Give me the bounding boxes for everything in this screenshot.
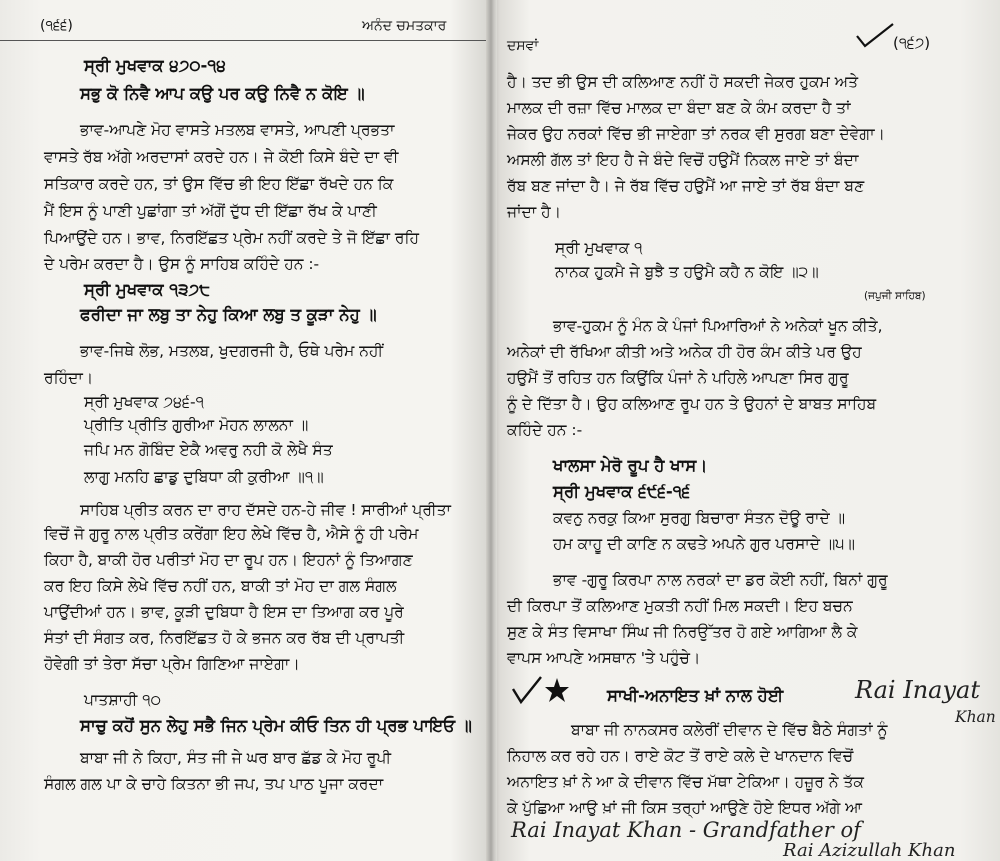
right-line-19: ਦੀ ਕਿਰਪਾ ਤੋਂ ਕਲਿਆਣ ਮੁਕਤੀ ਨਹੀਂ ਮਿਲ ਸਕਦੀ। ਇਹ ਬਚਨ <box>507 597 853 615</box>
left-line-25: ਸਾਚੁ ਕਹੋਂ ਸੁਨ ਲੇਹੁ ਸਭੈ ਜਿਨ ਪ੍ਰੇਮ ਕੀਓ ਤਿਨ ਹੀ ਪ੍ਰਭ ਪਾਇਓ ॥ <box>80 716 472 735</box>
right-line-24: ਨਿਹਾਲ ਕਰ ਰਹੇ ਹਨ। ਰਾਏ ਕੋਟ ਤੋਂ ਰਾਏ ਕਲੇ ਦੇ ਖਾਨਦਾਨ ਵਿਚੋਂ <box>507 747 854 765</box>
right-line-6: ਜਾਂਦਾ ਹੈ। <box>507 203 562 221</box>
left-line-23: ਹੋਵੇਗੀ ਤਾਂ ਤੇਰਾ ਸੱਚਾ ਪ੍ਰੇਮ ਗਿਣਿਆ ਜਾਏਗਾ। <box>44 655 300 673</box>
left-line-16: ਲਾਗੁ ਮਨਹਿ ਛਾਡੁ ਦੁਬਿਧਾ ਕੀ ਕੁਰੀਆ ॥੧॥ <box>84 468 324 486</box>
right-line-14: ਖਾਲਸਾ ਮੇਰੋ ਰੂਪ ਹੈ ਖਾਸ। <box>553 456 708 475</box>
right-line-22: ਸਾਖੀ-ਅਨਾਇਤ ਖ਼ਾਂ ਨਾਲ ਹੋਈ <box>607 686 784 705</box>
left-running-title: ਅਨੰਦ ਚਮਤਕਾਰ <box>362 18 447 34</box>
right-line-10: ਅਨੇਕਾਂ ਦੀ ਰੱਖਿਆ ਕੀਤੀ ਅਤੇ ਅਨੇਕ ਹੀ ਹੋਰ ਕੰਮ ਕੀਤੇ ਪਰ ਉਹ <box>507 343 862 361</box>
left-line-7: ਪਿਆਉਂਦੇ ਹਨ। ਭਾਵ, ਨਿਰਇੱਛਤ ਪ੍ਰੇਮ ਨਹੀਂ ਕਰਦੇ ਤੇ ਜੋ ਇੱਛਾ ਰਹਿ <box>44 229 420 247</box>
left-line-11: ਭਾਵ-ਜਿਥੇ ਲੋਭ, ਮਤਲਬ, ਖੁਦਗਰਜੀ ਹੈ, ਓਥੇ ਪਰੇਮ ਨਹੀਂ <box>80 342 384 360</box>
right-line-1: ਹੈ। ਤਦ ਭੀ ਉਸ ਦੀ ਕਲਿਆਣ ਨਹੀਂ ਹੋ ਸਕਦੀ ਜੇਕਰ ਹੁਕਮ ਅਤੇ <box>507 73 859 91</box>
left-line-8: ਦੇ ਪਰੇਮ ਕਰਦਾ ਹੈ। ਉਸ ਨੂੰ ਸਾਹਿਬ ਕਹਿੰਦੇ ਹਨ :- <box>44 255 320 273</box>
left-line-1: ਸ੍ਰੀ ਮੁਖਵਾਕ ੪੭੦-੧੪ <box>84 56 226 75</box>
right-line-11: ਹਉਮੈਂ ਤੋਂ ਰਹਿਤ ਹਨ ਕਿਉਂਕਿ ਪੰਜਾਂ ਨੇ ਪਹਿਲੇ ਆਪਣਾ ਸਿਰ ਗੁਰੂ <box>507 369 849 387</box>
left-line-5: ਸਤਿਕਾਰ ਕਰਦੇ ਹਨ, ਤਾਂ ਉਸ ਵਿੱਚ ਭੀ ਇਹ ਇੱਛਾ ਰੱਖਦੇ ਹਨ ਕਿ <box>44 175 394 193</box>
left-line-15: ਜਪਿ ਮਨ ਗੋਬਿੰਦ ਏਕੈ ਅਵਰੁ ਨਹੀ ਕੋ ਲੇਖੈ ਸੰਤ <box>84 441 333 459</box>
right-line-12: ਨੂੰ ਦੇ ਦਿੱਤਾ ਹੈ। ਉਹ ਕਲਿਆਣ ਰੂਪ ਹਨ ਤੇ ਉਹਨਾਂ ਦੇ ਬਾਬਤ ਸਾਹਿਬ <box>507 395 877 413</box>
handwritten-note-bottom-2: Rai Azizullah Khan <box>783 840 956 861</box>
right-line-13: ਕਹਿੰਦੇ ਹਨ :- <box>507 421 583 439</box>
left-page-number: (੧੬੬) <box>40 18 73 34</box>
left-line-19: ਕਿਹਾ ਹੈ, ਬਾਕੀ ਹੋਰ ਪਰੀਤਾਂ ਮੋਹ ਦਾ ਰੂਪ ਹਨ। ਇਹਨਾਂ ਨੂੰ ਤਿਆਗਣ <box>44 551 413 569</box>
left-line-10: ਫਰੀਦਾ ਜਾ ਲਬੁ ਤਾ ਨੇਹੁ ਕਿਆ ਲਬੁ ਤ ਕੂੜਾ ਨੇਹੁ ॥ <box>80 305 377 324</box>
left-line-14: ਪ੍ਰੀਤਿ ਪ੍ਰੀਤਿ ਗੁਰੀਆ ਮੋਹਨ ਲਾਲਨਾ ॥ <box>84 416 309 434</box>
left-line-9: ਸ੍ਰੀ ਮੁਖਵਾਕ ੧੩੭੮ <box>84 280 211 299</box>
checkmark-icon <box>855 22 895 48</box>
left-line-27: ਸੰਗਲ ਗਲ ਪਾ ਕੇ ਚਾਹੇ ਕਿਤਨਾ ਭੀ ਜਪ, ਤਪ ਪਾਠ ਪੂਜਾ ਕਰਦਾ <box>44 775 384 793</box>
handwritten-note-top-2: Khan <box>955 708 996 726</box>
left-line-6: ਮੈਂ ਇਸ ਨੂੰ ਪਾਣੀ ਪੁਛਾਂਗਾ ਤਾਂ ਅੱਗੋਂ ਦੁੱਧ ਦੀ ਇੱਛਾ ਰੱਖ ਕੇ ਪਾਣੀ <box>44 202 377 220</box>
right-line-23: ਬਾਬਾ ਜੀ ਨਾਨਕਸਰ ਕਲੇਰੀਂ ਦੀਵਾਨ ਦੇ ਵਿੱਚ ਬੈਠੇ ਸੰਗਤਾਂ ਨੂੰ <box>571 721 888 739</box>
right-line-16: ਕਵਨੁ ਨਰਕੁ ਕਿਆ ਸੁਰਗੁ ਬਿਚਾਰਾ ਸੰਤਨ ਦੋਊ ਰਾਦੇ ॥ <box>553 509 846 527</box>
right-line-21: ਵਾਪਸ ਆਪਣੇ ਅਸਥਾਨ 'ਤੇ ਪਹੁੰਚੇ। <box>507 649 701 667</box>
handwritten-note-bottom: Rai Inayat Khan - Grandfather of <box>511 818 861 842</box>
right-line-17: ਹਮ ਕਾਹੂ ਦੀ ਕਾਣਿ ਨ ਕਢਤੇ ਅਪਨੇ ਗੁਰ ਪਰਸਾਦੇ ॥੫॥ <box>553 535 855 553</box>
tick-and-star-icon <box>511 675 571 705</box>
left-line-18: ਵਿਚੋਂ ਜੋ ਗੁਰੂ ਨਾਲ ਪ੍ਰੀਤ ਕਰੇਂਗਾ ਇਹ ਲੇਖੇ ਵਿੱਚ ਹੈ, ਐਸੇ ਨੂੰ ਹੀ ਪਰੇਮ <box>44 525 419 543</box>
right-line-5: ਰੱਬ ਬਣ ਜਾਂਦਾ ਹੈ। ਜੇ ਰੱਬ ਵਿੱਚ ਹਉਮੈਂ ਆ ਜਾਏ ਤਾਂ ਰੱਬ ਬੰਦਾ ਬਣ <box>507 177 865 195</box>
citation-label: (ਜਪੁਜੀ ਸਾਹਿਬ) <box>864 290 926 302</box>
right-line-20: ਸੁਣ ਕੇ ਸੰਤ ਵਿਸਾਖਾ ਸਿੰਘ ਜੀ ਨਿਰਉੱਤਰ ਹੋ ਗਏ ਆਗਿਆ ਲੈ ਕੇ <box>507 623 858 641</box>
left-line-26: ਬਾਬਾ ਜੀ ਨੇ ਕਿਹਾ, ਸੰਤ ਜੀ ਜੇ ਘਰ ਬਾਰ ਛੱਡ ਕੇ ਮੋਹ ਰੂਪੀ <box>80 749 392 767</box>
left-line-22: ਸੰਤਾਂ ਦੀ ਸੰਗਤ ਕਰ, ਨਿਰਇੱਛਤ ਹੋ ਕੇ ਭਜਨ ਕਰ ਰੱਬ ਦੀ ਪ੍ਰਾਪਤੀ <box>44 629 405 647</box>
right-line-7: ਸ੍ਰੀ ਮੁਖਵਾਕ ੧ <box>555 239 643 257</box>
left-header-rule <box>0 40 486 41</box>
right-line-8: ਨਾਨਕ ਹੁਕਮੈ ਜੇ ਬੁਝੈ ਤ ਹਉਮੈ ਕਹੈ ਨ ਕੋਇ ॥੨॥ <box>555 263 819 281</box>
left-line-12: ਰਹਿੰਦਾ। <box>44 369 94 387</box>
right-line-2: ਮਾਲਕ ਦੀ ਰਜ਼ਾ ਵਿੱਚ ਮਾਲਕ ਦਾ ਬੰਦਾ ਬਣ ਕੇ ਕੰਮ ਕਰਦਾ ਹੈ ਤਾਂ <box>507 99 851 117</box>
left-line-2: ਸਭੁ ਕੋ ਨਿਵੈ ਆਪ ਕਉ ਪਰ ਕਉ ਨਿਵੈ ਨ ਕੋਇ ॥ <box>80 84 365 103</box>
book-gutter <box>486 0 497 861</box>
right-line-26: ਕੇ ਪੁੱਛਿਆ ਆਉ ਖ਼ਾਂ ਜੀ ਕਿਸ ਤਰ੍ਹਾਂ ਆਉਣੇ ਹੋਏ ਇਧਰ ਅੱਗੇ ਆ <box>507 799 863 817</box>
right-line-9: ਭਾਵ-ਹੁਕਮ ਨੂੰ ਮੰਨ ਕੇ ਪੰਜਾਂ ਪਿਆਰਿਆਂ ਨੇ ਅਨੇਕਾਂ ਖੂਨ ਕੀਤੇ, <box>553 317 883 335</box>
right-line-4: ਅਸਲੀ ਗੱਲ ਤਾਂ ਇਹ ਹੈ ਜੇ ਬੰਦੇ ਵਿਚੋਂ ਹਉਮੈਂ ਨਿਕਲ ਜਾਏ ਤਾਂ ਬੰਦਾ <box>507 151 859 169</box>
right-line-25: ਅਨਾਇਤ ਖ਼ਾਂ ਨੇ ਆ ਕੇ ਦੀਵਾਨ ਵਿੱਚ ਮੱਥਾ ਟੇਕਿਆ। ਹਜ਼ੂਰ ਨੇ ਤੱਕ <box>507 773 864 791</box>
handwritten-note-top: Rai Inayat <box>855 676 980 704</box>
left-line-21: ਪਾਉਂਦੀਆਂ ਹਨ। ਭਾਵ, ਕੂੜੀ ਦੁਬਿਧਾ ਹੈ ਇਸ ਦਾ ਤਿਆਗ ਕਰ ਪੂਰੇ <box>44 603 404 621</box>
left-line-17: ਸਾਹਿਬ ਪ੍ਰੀਤ ਕਰਨ ਦਾ ਰਾਹ ਦੱਸਦੇ ਹਨ-ਹੇ ਜੀਵ ! ਸਾਰੀਆਂ ਪ੍ਰੀਤਾ <box>80 501 451 519</box>
right-line-15: ਸ੍ਰੀ ਮੁਖਵਾਕ ੬੯੬-੧੬ <box>553 482 691 501</box>
right-page <box>497 0 1000 861</box>
right-running-title: ਦਸਵਾਂ <box>507 38 539 54</box>
right-line-18: ਭਾਵ -ਗੁਰੂ ਕਿਰਪਾ ਨਾਲ ਨਰਕਾਂ ਦਾ ਡਰ ਕੋਈ ਨਹੀਂ, ਬਿਨਾਂ ਗੁਰੂ <box>553 571 888 589</box>
left-page <box>0 0 486 861</box>
right-page-number: (੧੬੭) <box>893 34 931 52</box>
left-line-3: ਭਾਵ-ਆਪਣੇ ਮੋਹ ਵਾਸਤੇ ਮਤਲਬ ਵਾਸਤੇ, ਆਪਣੀ ਪ੍ਰਭਤਾ <box>80 121 395 139</box>
left-line-4: ਵਾਸਤੇ ਰੱਬ ਅੱਗੇ ਅਰਦਾਸਾਂ ਕਰਦੇ ਹਨ। ਜੇ ਕੋਈ ਕਿਸੇ ਬੰਦੇ ਦਾ ਵੀ <box>44 148 399 166</box>
right-line-3: ਜੇਕਰ ਉਹ ਨਰਕਾਂ ਵਿੱਚ ਭੀ ਜਾਏਗਾ ਤਾਂ ਨਰਕ ਵੀ ਸੁਰਗ ਬਣਾ ਦੇਵੇਗਾ। <box>507 125 885 143</box>
left-line-13: ਸ੍ਰੀ ਮੁਖਵਾਕ ੭੪੬-੧ <box>84 393 205 411</box>
left-line-20: ਕਰ ਇਹ ਕਿਸੇ ਲੇਖੇ ਵਿੱਚ ਨਹੀਂ ਹਨ, ਬਾਕੀ ਤਾਂ ਮੋਹ ਦਾ ਗਲ ਸੰਗਲ <box>44 577 397 595</box>
left-line-24: ਪਾਤਸ਼ਾਹੀ ੧੦ <box>84 691 162 709</box>
